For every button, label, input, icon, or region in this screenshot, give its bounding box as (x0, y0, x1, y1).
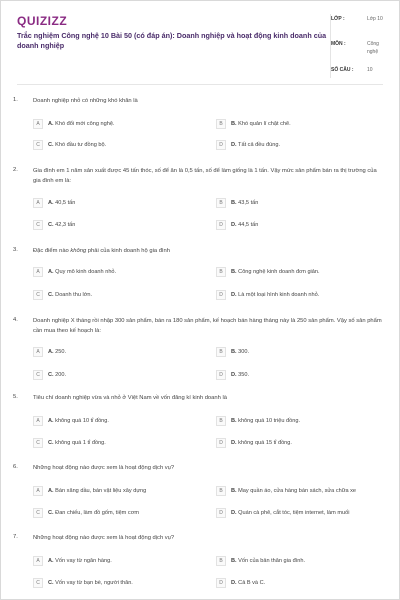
question-count-value: 10 (367, 67, 373, 73)
option-text: C. Đan chiếu, làm đồ gốm, tiệm cơm (48, 510, 140, 516)
option-text: A. Khó đổi mới công nghệ. (48, 121, 115, 127)
question-text: Doanh nghiệp X tháng rồi nhập 300 sản phẩm, bán ra 180 sản phẩm, kế hoạch bán hàng tháng này là 250 sản phẩm. Vậy số sản phẩm cần mua theo kế hoạch là: (33, 318, 382, 334)
option-b[interactable] (216, 266, 361, 278)
option-d[interactable] (216, 289, 361, 301)
option-letter: D (216, 578, 226, 588)
option-letter: A (33, 556, 43, 566)
option-text: A. 40,5 tấn (48, 200, 76, 206)
option-letter: D (216, 438, 226, 448)
option-text: D. 350. (231, 372, 250, 378)
option-d[interactable] (216, 219, 361, 231)
option-letter: B (216, 416, 226, 426)
option-text: D. Là một loại hình kinh doanh nhỏ. (231, 292, 320, 298)
option-text: B. Khó quản lí chặt chẽ. (231, 121, 291, 127)
option-text: B. May quần áo, cửa hàng bán sách, sửa chữa xe (231, 488, 357, 494)
option-letter: A (33, 347, 43, 357)
option-letter: B (216, 347, 226, 357)
option-b[interactable] (216, 415, 361, 427)
option-letter: B (216, 486, 226, 496)
emphasis: không (70, 248, 87, 254)
option-c[interactable] (33, 289, 178, 301)
option-text: B. Vốn của bản thân gia đình. (231, 558, 306, 564)
option-d[interactable] (216, 437, 361, 449)
option-d[interactable] (216, 369, 361, 381)
grade-value: Lớp 10 (367, 16, 383, 22)
option-letter: A (33, 198, 43, 208)
option-b[interactable] (216, 197, 361, 209)
option-text: C. không quá 1 tỉ đồng. (48, 440, 106, 446)
option-letter: D (216, 508, 226, 518)
question-count-label: SỐ CÂU : (331, 67, 354, 73)
option-b[interactable] (216, 555, 361, 567)
option-b[interactable] (216, 118, 361, 130)
option-a[interactable] (33, 485, 178, 497)
option-a[interactable] (33, 197, 178, 209)
option-c[interactable] (33, 437, 178, 449)
option-a[interactable] (33, 118, 178, 130)
quizizz-logo: QUIZIZZ (17, 14, 68, 28)
question-text: Tiêu chí doanh nghiệp vừa và nhỏ ở Việt Nam về vốn đăng kí kinh doanh là (33, 395, 227, 401)
option-text: B. không quá 10 triệu đồng. (231, 418, 301, 424)
option-letter: D (216, 370, 226, 380)
question-text: Những hoạt động nào được xem là hoạt động dịch vụ? (33, 535, 175, 541)
option-c[interactable] (33, 507, 178, 519)
question-number: 1. (13, 97, 18, 103)
option-text: D. không quá 15 tỉ đồng. (231, 440, 292, 446)
option-letter: A (33, 486, 43, 496)
option-letter: D (216, 290, 226, 300)
option-text: D. Cả B và C. (231, 580, 266, 586)
question-number: 2. (13, 167, 18, 173)
option-letter: B (216, 119, 226, 129)
option-text: C. Vốn vay từ bạn bè, người thân. (48, 580, 133, 586)
option-letter: C (33, 140, 43, 150)
subject-value: Công nghệ (367, 41, 379, 55)
option-b[interactable] (216, 346, 361, 358)
meta-panel (330, 14, 392, 78)
question-text: Đặc điểm nào không phải của kinh doanh hộ gia đình (33, 248, 170, 254)
option-text: D. Tất cả đều đúng. (231, 142, 281, 148)
option-b[interactable] (216, 485, 361, 497)
option-letter: A (33, 119, 43, 129)
question-number: 7. (13, 534, 18, 540)
question-text: Những hoạt động nào được xem là hoạt động dịch vụ? (33, 465, 175, 471)
option-text: B. Công nghệ kinh doanh đơn giản. (231, 269, 320, 275)
option-text: C. 42,3 tấn (48, 222, 76, 228)
option-text: D. Quán cà phê, cắt tóc, tiệm internet, làm muối (231, 510, 350, 516)
option-text: C. Doanh thu lớn. (48, 292, 93, 298)
option-letter: C (33, 438, 43, 448)
option-text: D. 44,5 tấn (231, 222, 259, 228)
option-letter: D (216, 220, 226, 230)
page-title: Trắc nghiệm Công nghệ 10 Bài 50 (có đáp án): Doanh nghiệp và hoạt động kinh doanh của doanh nghiệp (17, 31, 327, 50)
option-c[interactable] (33, 369, 178, 381)
option-a[interactable] (33, 266, 178, 278)
option-letter: C (33, 290, 43, 300)
option-text: A. không quá 10 tỉ đồng. (48, 418, 109, 424)
option-letter: A (33, 416, 43, 426)
option-text: B. 43,5 tấn (231, 200, 259, 206)
question-number: 5. (13, 394, 18, 400)
question-number: 6. (13, 464, 18, 470)
option-text: A. Vốn vay từ ngân hàng. (48, 558, 112, 564)
grade-label: LỚP : (331, 16, 345, 22)
header-divider (17, 84, 383, 85)
option-text: C. Khó đầu tư đồng bộ. (48, 142, 107, 148)
option-letter: A (33, 267, 43, 277)
question-text: Doanh nghiệp nhỏ có những khó khăn là (33, 98, 138, 104)
option-a[interactable] (33, 346, 178, 358)
option-c[interactable] (33, 139, 178, 151)
option-text: A. Quy mô kinh doanh nhỏ. (48, 269, 117, 275)
option-letter: B (216, 198, 226, 208)
option-letter: B (216, 267, 226, 277)
option-d[interactable] (216, 577, 361, 589)
option-d[interactable] (216, 507, 361, 519)
question-number: 4. (13, 317, 18, 323)
option-letter: C (33, 370, 43, 380)
option-letter: C (33, 220, 43, 230)
option-letter: C (33, 578, 43, 588)
question-text: Gia đình em 1 năm sản xuất được 45 tấn thóc, số để ăn là 0,5 tấn, số để làm giống là 1 tấn. Vậy mức sản phẩm bán ra thị trường của gia đình em là: (33, 168, 377, 184)
option-d[interactable] (216, 139, 361, 151)
option-text: A. 250. (48, 349, 67, 355)
question-number: 3. (13, 247, 18, 253)
header (0, 0, 400, 86)
option-c[interactable] (33, 219, 178, 231)
option-text: C. 200. (48, 372, 67, 378)
option-text: A. Bán xăng dầu, bán vật liệu xây dựng (48, 488, 147, 494)
subject-label: MÔN : (331, 41, 346, 47)
option-a[interactable] (33, 555, 178, 567)
option-letter: D (216, 140, 226, 150)
option-letter: C (33, 508, 43, 518)
option-letter: B (216, 556, 226, 566)
option-c[interactable] (33, 577, 178, 589)
option-text: B. 300. (231, 349, 250, 355)
option-a[interactable] (33, 415, 178, 427)
